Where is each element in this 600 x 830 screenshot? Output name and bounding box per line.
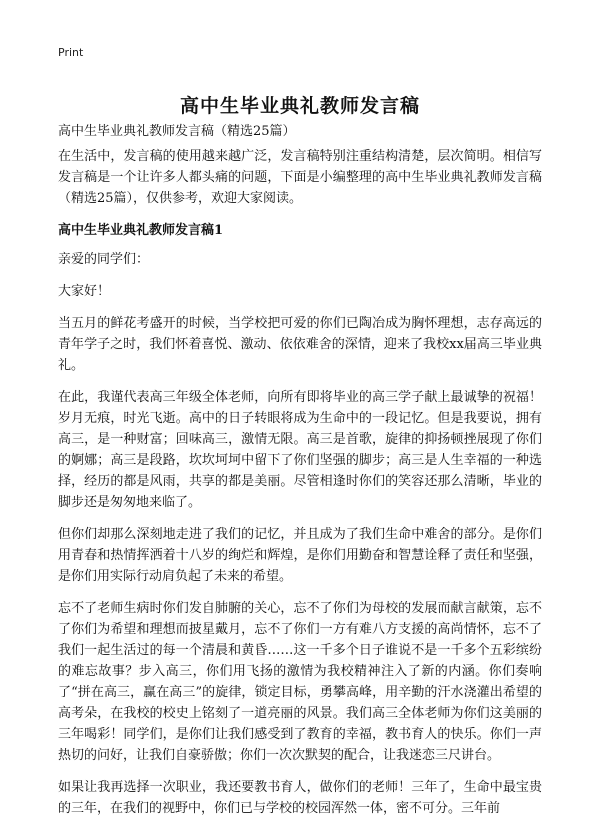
document-subtitle: 高中生毕业典礼教师发言稿（精选25篇） <box>58 124 296 139</box>
section-heading: 高中生毕业典礼教师发言稿1 <box>58 223 224 238</box>
body-paragraph: 当五月的鲜花考盛开的时候，当学校把可爱的你们已陶冶成为胸怀理想，志存高远的青年学子之时，我们怀着喜悦、激动、依依难舍的深情，迎来了我校xx届高三毕业典礼。 <box>58 316 542 373</box>
hello-line: 大家好！ <box>58 284 111 299</box>
print-link[interactable]: Print <box>58 46 84 59</box>
page-title: 高中生毕业典礼教师发言稿 <box>179 94 420 117</box>
body-paragraph: 但你们却那么深刻地走进了我们的记忆，并且成为了我们生命中难舍的部分。是你们用青春和热情挥洒着十八岁的绚烂和辉煌，是你们用勤奋和智慧诠释了责任和坚强，是你们用实际行动肩负起了未来的希望。 <box>58 527 542 584</box>
greeting-line: 亲爱的同学们： <box>58 252 150 267</box>
body-paragraph: 忘不了老师生病时你们发自肺腑的关心，忘不了你们为母校的发展而献言献策，忘不了你们为希望和理想而披星戴月，忘不了你们一方有难八方支援的高尚情怀，忘不了我们一起生活过的每一个清晨和黄昏……这一千多个日子谁说不是一千多个五彩缤纷的难忘故事？步入高三，你们用飞扬的激情为我校精神注入了新的内涵。你们奏响了“拼在高三，赢在高三”的旋律，锁定目标，勇攀高峰，用辛勤的汗水浇灌出希望的高考朵，在我校的校史上铭刻了一道亮丽的风景。我们高三全体老师为你们这美丽的三年喝彩！同学们，是你们让我们感受到了教育的幸福，教书育人的快乐。你们一声热切的问好，让我们自豪骄傲；你们一次次默契的配合，让我迷恋三尺讲台。 <box>58 601 542 763</box>
body-paragraph: 如果让我再选择一次职业，我还要教书育人，做你们的老师！三年了，生命中最宝贵的三年，在我们的视野中，你们已与学校的校园浑然一体，密不可分。三年前 <box>58 780 542 816</box>
intro-paragraph: 在生活中，发言稿的使用越来越广泛，发言稿特别注重结构清楚，层次简明。相信写发言稿是一个让许多人都头痛的问题，下面是小编整理的高中生毕业典礼教师发言稿（精选25篇），仅供参考，欢迎大家阅读。 <box>58 149 542 206</box>
body-paragraph: 在此，我谨代表高三年级全体老师，向所有即将毕业的高三学子献上最诚挚的祝福！岁月无痕，时光飞逝。高中的日子转眼将成为生命中的一段记忆。但是我要说，拥有高三，是一种财富；回味高三，激情无限。高三是首歌，旋律的抑扬顿挫展现了你们的婀娜；高三是段路，坎坎坷坷中留下了你们坚强的脚步；高三是人生幸福的一种选择，经历的都是风雨，共享的都是美丽。尽管相逢时你们的笑容还那么清晰，毕业的脚步还是匆匆地来临了。 <box>58 390 542 510</box>
article-body <box>58 146 542 830</box>
